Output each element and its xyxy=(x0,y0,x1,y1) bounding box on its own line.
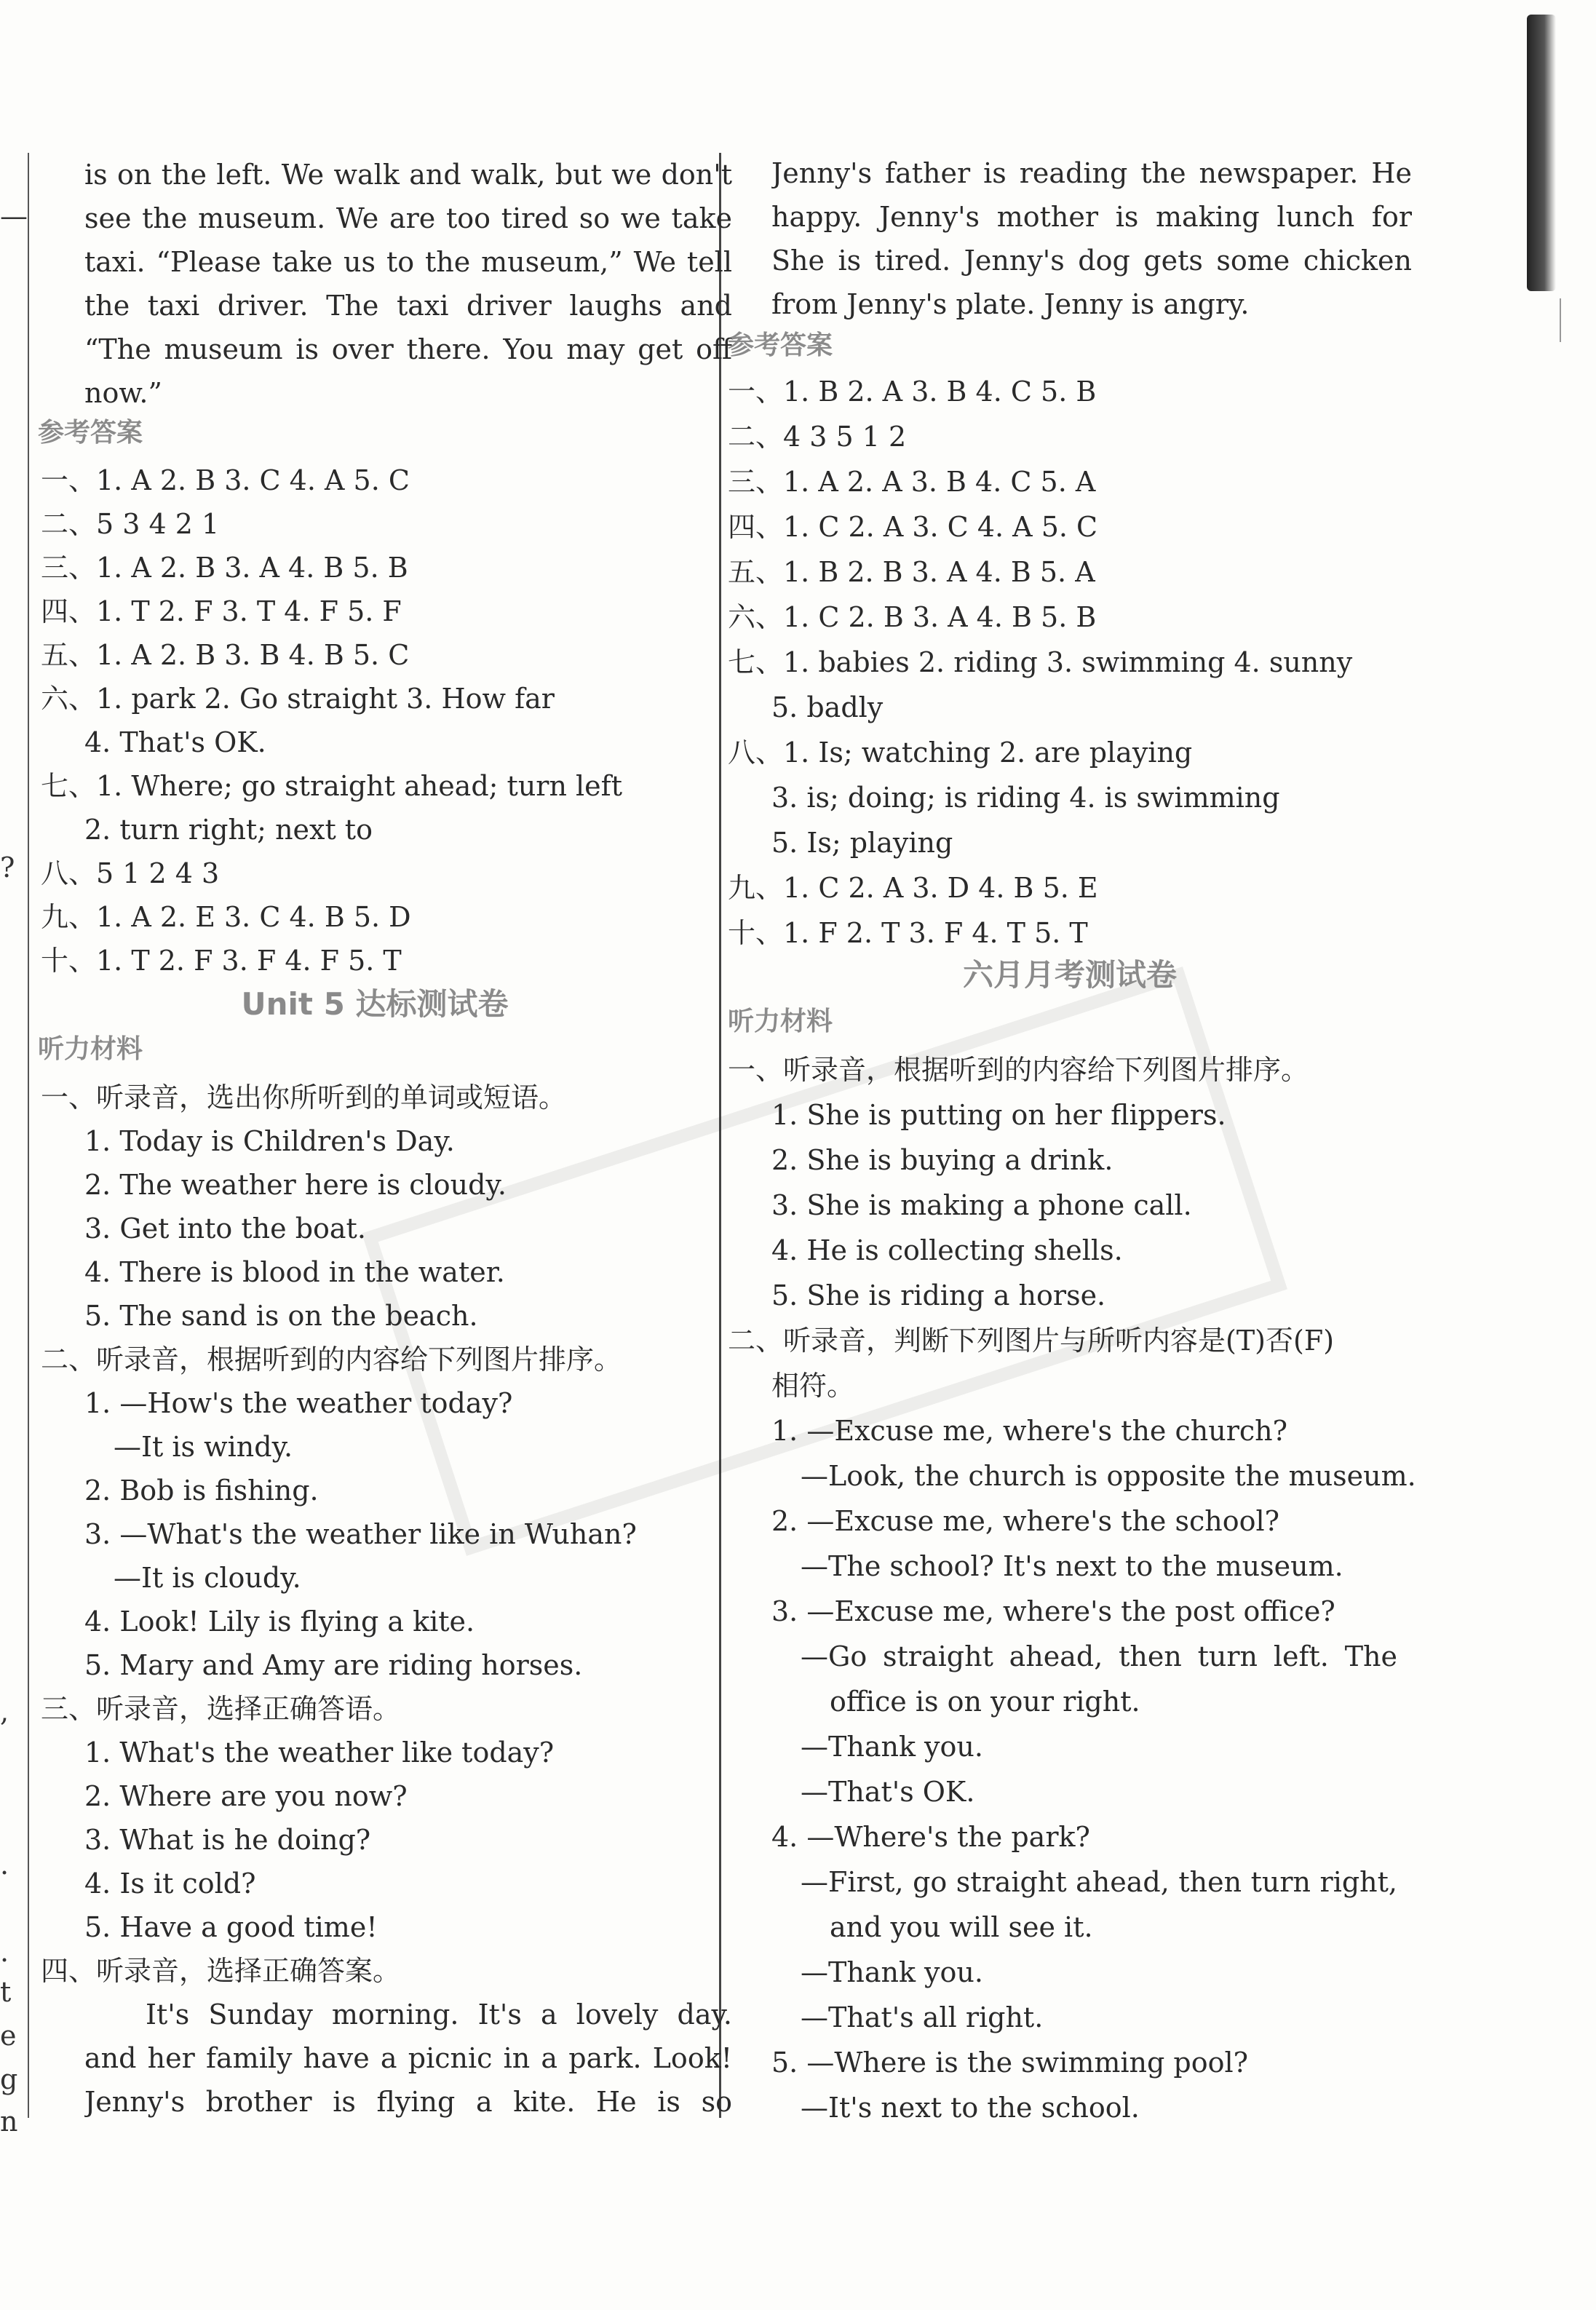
answer-line: 三、1. A 2. A 3. B 4. C 5. A xyxy=(728,466,1096,498)
story-line: Jenny's father is reading the newspaper. He xyxy=(771,157,1412,189)
listening-line: 4. There is blood in the water. xyxy=(84,1256,505,1288)
answer-line: 五、1. B 2. B 3. A 4. B 5. A xyxy=(728,556,1095,588)
story-line: the taxi driver. The taxi driver laughs and xyxy=(84,290,732,322)
listening-line: —Thank you. xyxy=(801,1731,983,1763)
listening-line: —It is windy. xyxy=(114,1431,293,1463)
story-line: now.” xyxy=(84,377,162,409)
listening-line: —Look, the church is opposite the museum. xyxy=(801,1460,1416,1492)
story-line: happy. Jenny's mother is making lunch for xyxy=(771,201,1412,233)
scan-edge-shadow xyxy=(1527,15,1556,291)
story-line: taxi. “Please take us to the museum,” We tell xyxy=(84,246,732,278)
answer-line: 九、1. C 2. A 3. D 4. B 5. E xyxy=(728,872,1098,904)
answer-line: 七、1. babies 2. riding 3. swimming 4. sunny xyxy=(728,646,1353,678)
edge-mark: ? xyxy=(0,852,15,884)
answer-line: 六、1. park 2. Go straight 3. How far xyxy=(41,683,555,715)
listening-line: Jenny's brother is flying a kite. He is so xyxy=(84,2086,732,2118)
answer-line: 十、1. F 2. T 3. F 4. T 5. T xyxy=(728,917,1088,949)
left-margin-rule xyxy=(28,153,29,2118)
listening-header: 听力材料 xyxy=(38,1034,143,1064)
answer-line: 4. That's OK. xyxy=(84,726,266,758)
answers-header: 参考答案 xyxy=(728,330,833,360)
answer-line: 3. is; doing; is riding 4. is swimming xyxy=(771,782,1280,814)
listening-line: 3. —What's the weather like in Wuhan? xyxy=(84,1518,637,1550)
listening-line: 3. She is making a phone call. xyxy=(771,1189,1192,1221)
unit-title: Unit 5 达标测试卷 xyxy=(241,986,509,1022)
answer-line: 八、5 1 2 4 3 xyxy=(41,857,220,889)
listening-line: 相符。 xyxy=(771,1370,855,1402)
listening-line: 2. Where are you now? xyxy=(84,1780,408,1812)
listening-line: —That's OK. xyxy=(801,1776,975,1808)
listening-line: —Thank you. xyxy=(801,1956,983,1988)
listening-line: —The school? It's next to the museum. xyxy=(801,1550,1343,1582)
listening-line: 2. —Excuse me, where's the school? xyxy=(771,1505,1280,1537)
answer-line: 四、1. T 2. F 3. T 4. F 5. F xyxy=(41,595,402,627)
answer-line: 2. turn right; next to xyxy=(84,814,373,846)
listening-line: 3. Get into the boat. xyxy=(84,1212,366,1245)
listening-line: 二、听录音，判断下列图片与所听内容是(T)否(F) xyxy=(728,1325,1335,1357)
scan-edge-line xyxy=(1560,298,1561,342)
story-line: She is tired. Jenny's dog gets some chicken xyxy=(771,245,1412,277)
listening-line: 1. She is putting on her flippers. xyxy=(771,1099,1226,1131)
listening-line: 4. Is it cold? xyxy=(84,1868,256,1900)
listening-line: 3. What is he doing? xyxy=(84,1824,371,1856)
edge-mark: — xyxy=(0,200,28,232)
edge-mark: . xyxy=(0,1936,9,1968)
answer-line: 五、1. A 2. B 3. B 4. B 5. C xyxy=(41,639,410,671)
answer-line: 一、1. B 2. A 3. B 4. C 5. B xyxy=(728,376,1097,408)
listening-line: —Go straight ahead, then turn left. The xyxy=(801,1640,1397,1672)
listening-line: 一、听录音，选出你所听到的单词或短语。 xyxy=(41,1081,567,1114)
answer-line: 十、1. T 2. F 3. F 4. F 5. T xyxy=(41,945,402,977)
listening-line: 三、听录音，选择正确答语。 xyxy=(41,1693,401,1725)
story-line: see the museum. We are too tired so we take xyxy=(84,202,732,234)
listening-line: 5. Have a good time! xyxy=(84,1911,378,1943)
answers-header: 参考答案 xyxy=(38,418,143,448)
answer-line: 四、1. C 2. A 3. C 4. A 5. C xyxy=(728,511,1098,543)
listening-line: 1. —Excuse me, where's the church? xyxy=(771,1415,1288,1447)
edge-mark: g xyxy=(0,2063,18,2095)
listening-line: and her family have a picnic in a park. Look! xyxy=(84,2042,732,2074)
listening-line: 5. —Where is the swimming pool? xyxy=(771,2047,1249,2079)
listening-line: —It is cloudy. xyxy=(114,1562,301,1594)
listening-line: —It's next to the school. xyxy=(801,2092,1140,2124)
story-line: “The museum is over there. You may get off xyxy=(84,333,732,365)
listening-line: 1. —How's the weather today? xyxy=(84,1387,513,1419)
listening-line: 5. The sand is on the beach. xyxy=(84,1300,478,1332)
listening-line: 4. —Where's the park? xyxy=(771,1821,1090,1853)
listening-line: and you will see it. xyxy=(830,1911,1093,1943)
edge-mark: t xyxy=(0,1976,12,2008)
edge-mark: , xyxy=(0,1696,9,1728)
listening-line: 二、听录音，根据听到的内容给下列图片排序。 xyxy=(41,1343,622,1376)
answer-line: 九、1. A 2. E 3. C 4. B 5. D xyxy=(41,901,411,933)
answer-line: 三、1. A 2. B 3. A 4. B 5. B xyxy=(41,552,408,584)
listening-line: 一、听录音，根据听到的内容给下列图片排序。 xyxy=(728,1054,1309,1086)
edge-mark: . xyxy=(0,1849,9,1881)
listening-line: 4. Look! Lily is flying a kite. xyxy=(84,1606,475,1638)
listening-line: 2. She is buying a drink. xyxy=(771,1144,1113,1176)
answer-line: 二、5 3 4 2 1 xyxy=(41,508,220,540)
listening-line: 1. Today is Children's Day. xyxy=(84,1125,455,1157)
listening-line: It's Sunday morning. It's a lovely day. xyxy=(146,1999,732,2031)
story-line: is on the left. We walk and walk, but we don't xyxy=(84,159,732,191)
answer-line: 七、1. Where; go straight ahead; turn left xyxy=(41,770,622,802)
answer-line: 二、4 3 5 1 2 xyxy=(728,421,907,453)
listening-line: 2. Bob is fishing. xyxy=(84,1474,319,1507)
answer-line: 六、1. C 2. B 3. A 4. B 5. B xyxy=(728,601,1097,633)
story-line: from Jenny's plate. Jenny is angry. xyxy=(771,288,1250,320)
listening-line: 2. The weather here is cloudy. xyxy=(84,1169,507,1201)
listening-line: 4. He is collecting shells. xyxy=(771,1234,1123,1266)
listening-line: 5. Mary and Amy are riding horses. xyxy=(84,1649,583,1681)
exam-title: 六月月考测试卷 xyxy=(962,957,1177,993)
answer-line: 一、1. A 2. B 3. C 4. A 5. C xyxy=(41,464,410,496)
listening-line: 3. —Excuse me, where's the post office? xyxy=(771,1595,1335,1627)
listening-line: 5. She is riding a horse. xyxy=(771,1279,1106,1311)
edge-mark: n xyxy=(0,2105,18,2138)
edge-mark: e xyxy=(0,2020,17,2052)
listening-line: 1. What's the weather like today? xyxy=(84,1737,555,1769)
listening-header: 听力材料 xyxy=(728,1007,833,1036)
listening-line: office is on your right. xyxy=(830,1686,1140,1718)
listening-line: 四、听录音，选择正确答案。 xyxy=(41,1955,401,1987)
answer-line: 八、1. Is; watching 2. are playing xyxy=(728,737,1193,769)
answer-line: 5. Is; playing xyxy=(771,827,953,859)
listening-line: —That's all right. xyxy=(801,2001,1044,2033)
listening-line: —First, go straight ahead, then turn right, xyxy=(801,1866,1397,1898)
answer-line: 5. badly xyxy=(771,691,884,723)
